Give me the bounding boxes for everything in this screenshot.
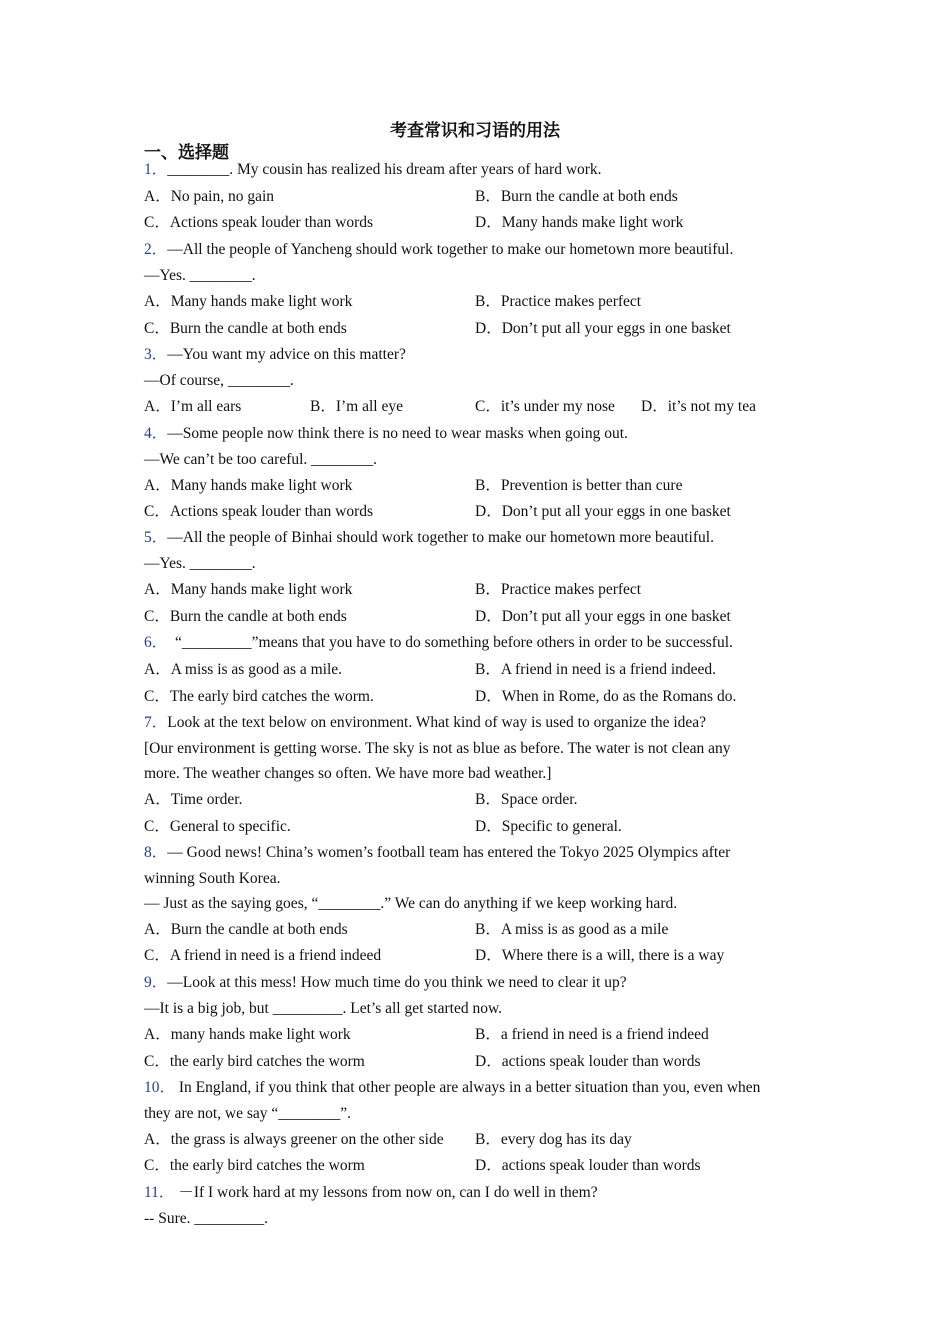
question-4-option-c[interactable]: C．Actions speak louder than words bbox=[144, 503, 374, 520]
question-2-option-c[interactable]: C．Burn the candle at both ends bbox=[144, 320, 347, 337]
question-9-option-a[interactable]: A．many hands make light work bbox=[144, 1026, 351, 1043]
question-8-option-a[interactable]: A．Burn the candle at both ends bbox=[144, 921, 348, 938]
question-4-reply: —We can’t be too careful. ________. bbox=[144, 451, 378, 468]
question-6-stem: 6． “_________”means that you have to do something before others in order to be successful. bbox=[144, 634, 733, 651]
question-1-option-c[interactable]: C．Actions speak louder than words bbox=[144, 214, 374, 231]
question-2-option-a[interactable]: A．Many hands make light work bbox=[144, 293, 353, 310]
question-7-text-line-2: more. The weather changes so often. We have more bad weather.] bbox=[144, 765, 552, 782]
question-5-option-d[interactable]: D．Don’t put all your eggs in one basket bbox=[475, 608, 731, 625]
question-9-option-d[interactable]: D．actions speak louder than words bbox=[475, 1053, 701, 1070]
question-8-option-c[interactable]: C．A friend in need is a friend indeed bbox=[144, 947, 382, 964]
question-2-reply: —Yes. ________. bbox=[144, 267, 256, 284]
question-9-reply: —It is a big job, but _________. Let’s all get started now. bbox=[144, 1000, 503, 1017]
question-9-stem: 9．—Look at this mess! How much time do you think we need to clear it up? bbox=[144, 974, 627, 991]
question-3-reply: —Of course, ________. bbox=[144, 372, 294, 389]
question-10-option-b[interactable]: B．every dog has its day bbox=[475, 1131, 632, 1148]
question-1-stem: 1．________. My cousin has realized his dream after years of hard work. bbox=[144, 161, 602, 178]
question-8-stem: 8．— Good news! China’s women’s football team has entered the Tokyo 2025 Olympics after bbox=[144, 844, 731, 861]
question-7-stem: 7．Look at the text below on environment. What kind of way is used to organize the idea? bbox=[144, 714, 707, 731]
question-2-option-d[interactable]: D．Don’t put all your eggs in one basket bbox=[475, 320, 731, 337]
question-3-option-c[interactable]: C．it’s under my nose bbox=[475, 398, 615, 415]
question-8-reply: — Just as the saying goes, “________.” We can do anything if we keep working hard. bbox=[144, 895, 678, 912]
question-7-option-b[interactable]: B．Space order. bbox=[475, 791, 578, 808]
question-10-option-c[interactable]: C．the early bird catches the worm bbox=[144, 1157, 365, 1174]
question-7-option-c[interactable]: C．General to specific. bbox=[144, 818, 291, 835]
question-8-option-b[interactable]: B．A miss is as good as a mile bbox=[475, 921, 669, 938]
question-5-reply: —Yes. ________. bbox=[144, 555, 256, 572]
question-4-stem: 4．—Some people now think there is no need to wear masks when going out. bbox=[144, 425, 628, 442]
question-3-option-d[interactable]: D．it’s not my tea bbox=[641, 398, 756, 415]
question-10-stem: 10． In England, if you think that other people are always in a better situation than you, even when bbox=[144, 1079, 761, 1096]
question-3-option-a[interactable]: A．I’m all ears bbox=[144, 398, 242, 415]
question-5-option-b[interactable]: B．Practice makes perfect bbox=[475, 581, 642, 598]
question-8-option-d[interactable]: D．Where there is a will, there is a way bbox=[475, 947, 725, 964]
question-4-option-b[interactable]: B．Prevention is better than cure bbox=[475, 477, 683, 494]
question-4-option-a[interactable]: A．Many hands make light work bbox=[144, 477, 353, 494]
question-5-option-a[interactable]: A．Many hands make light work bbox=[144, 581, 353, 598]
question-9-option-c[interactable]: C．the early bird catches the worm bbox=[144, 1053, 365, 1070]
question-10-option-d[interactable]: D．actions speak louder than words bbox=[475, 1157, 701, 1174]
question-5-option-c[interactable]: C．Burn the candle at both ends bbox=[144, 608, 347, 625]
question-3-stem: 3．—You want my advice on this matter? bbox=[144, 346, 406, 363]
question-6-option-c[interactable]: C．The early bird catches the worm. bbox=[144, 688, 374, 705]
question-7-text-line-1: [Our environment is getting worse. The sky is not as blue as before. The water is not clean any bbox=[144, 740, 731, 757]
question-6-option-a[interactable]: A．A miss is as good as a mile. bbox=[144, 661, 343, 678]
question-2-stem: 2．—All the people of Yancheng should work together to make our hometown more beautiful. bbox=[144, 241, 734, 258]
question-9-option-b[interactable]: B．a friend in need is a friend indeed bbox=[475, 1026, 709, 1043]
section-heading: 一、选择题 bbox=[144, 143, 229, 163]
question-10-stem-cont: they are not, we say “________”. bbox=[144, 1105, 352, 1122]
question-7-option-d[interactable]: D．Specific to general. bbox=[475, 818, 622, 835]
question-5-stem: 5．—All the people of Binhai should work together to make our hometown more beautiful. bbox=[144, 529, 714, 546]
question-1-option-b[interactable]: B．Burn the candle at both ends bbox=[475, 188, 678, 205]
question-8-stem-cont: winning South Korea. bbox=[144, 870, 281, 887]
question-2-option-b[interactable]: B．Practice makes perfect bbox=[475, 293, 642, 310]
question-3-option-b[interactable]: B．I’m all eye bbox=[310, 398, 403, 415]
question-4-option-d[interactable]: D．Don’t put all your eggs in one basket bbox=[475, 503, 731, 520]
question-11-stem: 11． －If I work hard at my lessons from now on, can I do well in them? bbox=[144, 1184, 598, 1201]
question-6-option-b[interactable]: B．A friend in need is a friend indeed. bbox=[475, 661, 717, 678]
question-1-option-a[interactable]: A．No pain, no gain bbox=[144, 188, 275, 205]
question-6-option-d[interactable]: D．When in Rome, do as the Romans do. bbox=[475, 688, 737, 705]
page-title: 考查常识和习语的用法 bbox=[390, 121, 560, 141]
question-10-option-a[interactable]: A．the grass is always greener on the other side bbox=[144, 1131, 444, 1148]
question-1-option-d[interactable]: D．Many hands make light work bbox=[475, 214, 684, 231]
question-11-reply: -- Sure. _________. bbox=[144, 1210, 268, 1227]
question-7-option-a[interactable]: A．Time order. bbox=[144, 791, 243, 808]
